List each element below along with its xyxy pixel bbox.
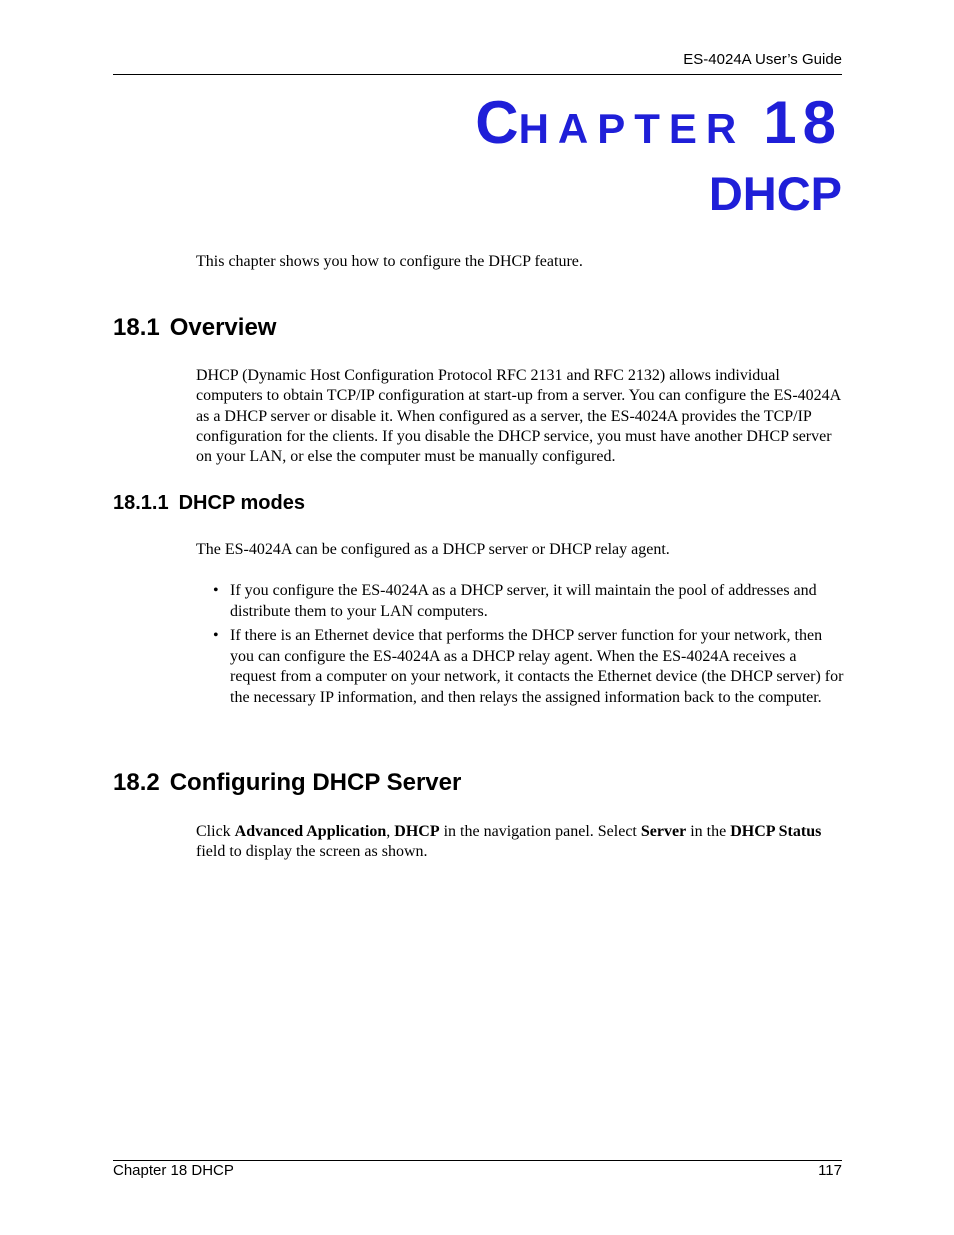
text-run: , — [386, 823, 395, 840]
modes-paragraph: The ES-4024A can be configured as a DHCP server or DHCP relay agent. — [196, 541, 670, 558]
modes-bullet-list — [213, 581, 845, 712]
footer-chapter: Chapter 18 DHCP — [113, 1162, 234, 1179]
section-heading-server — [113, 769, 461, 797]
section-number: 18.2 — [113, 769, 160, 796]
bullet-icon: • — [213, 627, 219, 644]
list-item-text: If there is an Ethernet device that performs the DHCP server function for your network, then you can configure the ES-4024A as a DHCP relay agent. When the ES-4024A receives a request from a computer on your network, it contacts the Ethernet device (the DHCP server) for the necessary IP information, and then relays the assigned information back to the computer. — [230, 627, 844, 706]
server-paragraph — [196, 822, 846, 863]
header-rule — [113, 74, 842, 75]
bullet-icon: • — [213, 582, 219, 599]
list-item — [213, 581, 845, 622]
subsection-number: 18.1.1 — [113, 492, 169, 514]
ui-term-advanced-application: Advanced Application — [234, 823, 387, 840]
section-title: Configuring DHCP Server — [169, 769, 462, 796]
chapter-heading — [475, 89, 842, 156]
list-item — [213, 626, 845, 708]
chapter-number: 18 — [763, 89, 842, 156]
chapter-word-initial: C — [475, 89, 519, 156]
text-run: field to display the screen as shown. — [196, 843, 428, 861]
ui-term-server: Server — [640, 823, 687, 840]
subsection-title: DHCP modes — [178, 492, 305, 514]
footer-rule — [113, 1160, 842, 1161]
chapter-title: DHCP — [708, 167, 842, 220]
section-heading-overview — [113, 314, 276, 342]
section-title: Overview — [169, 314, 277, 341]
ui-term-dhcp: DHCP — [394, 823, 440, 840]
section-number: 18.1 — [113, 314, 160, 341]
text-run: in the navigation panel. Select — [439, 823, 641, 840]
page-number: 117 — [818, 1162, 842, 1179]
intro-paragraph: This chapter shows you how to configure the DHCP feature. — [196, 253, 583, 270]
overview-paragraph: DHCP (Dynamic Host Configuration Protocol RFC 2131 and RFC 2132) allows individual computers to obtain TCP/IP configuration at start-up from a server. You can configure the ES-4024A as a DHCP server or disable it. When configured as a server, the ES-4024A provides the TCP/IP configuration for the clients. If you disable the DHCP service, you must have another DHCP server on your LAN, or else the computer must be manually configured. — [196, 367, 841, 466]
guide-title: ES-4024A User’s Guide — [683, 51, 842, 68]
text-run: in the — [686, 823, 731, 840]
list-item-text: If you configure the ES-4024A as a DHCP server, it will maintain the pool of addresses and distribute them to your LAN computers. — [230, 582, 817, 620]
subsection-heading-modes — [113, 492, 305, 515]
ui-term-dhcp-status: DHCP Status — [730, 823, 822, 840]
text-run: Click — [196, 823, 235, 840]
chapter-word-rest: HAPTER — [518, 105, 746, 152]
